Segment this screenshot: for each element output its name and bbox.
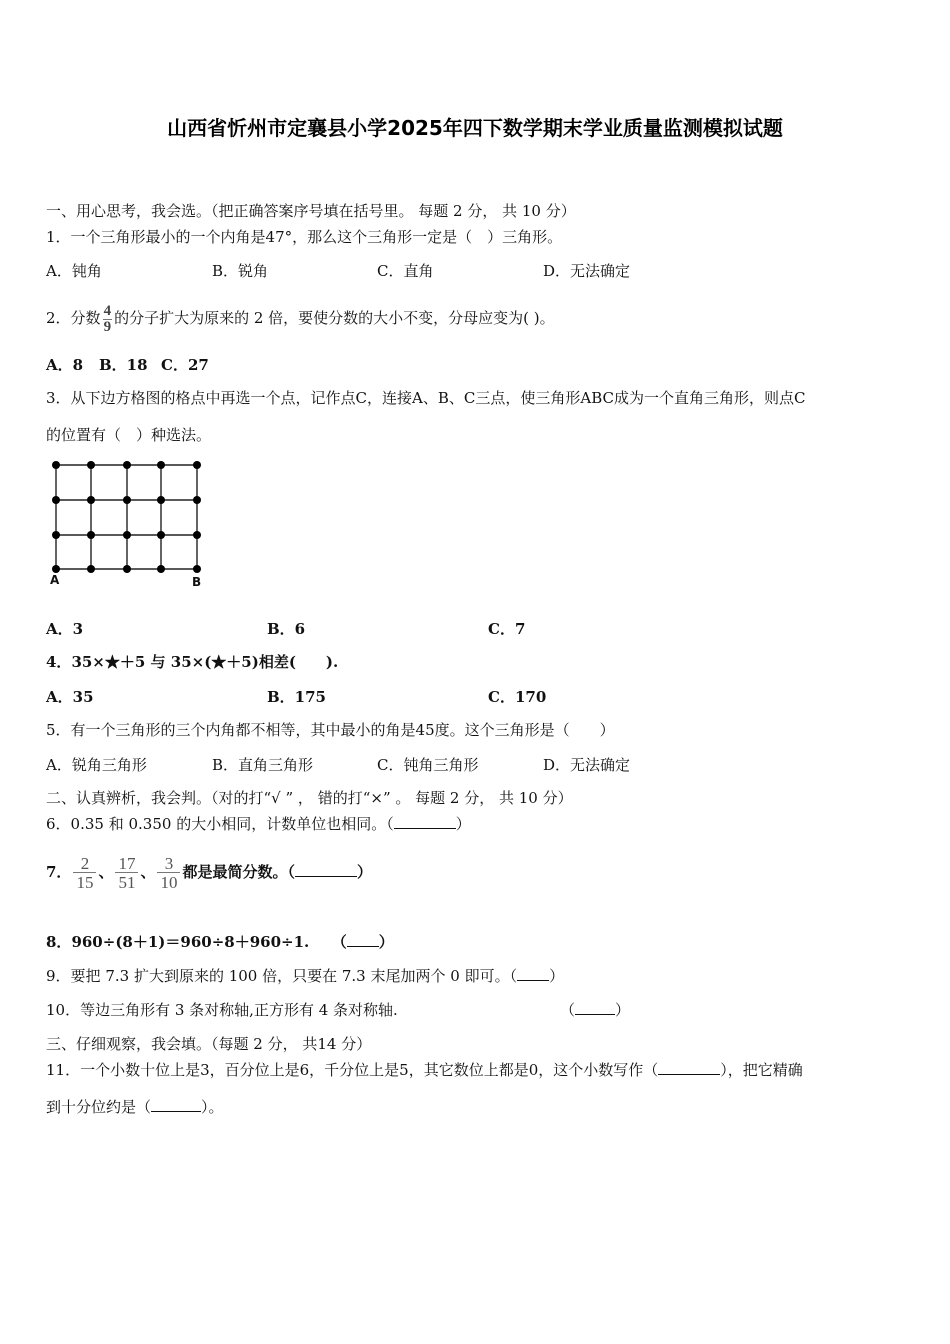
q3-option-a[interactable]: A．3 bbox=[46, 620, 84, 638]
question-2 bbox=[46, 300, 555, 336]
question-number: 4． bbox=[46, 653, 72, 671]
q1-option-d[interactable]: D．无法确定 bbox=[543, 262, 631, 280]
fraction-4-9 bbox=[103, 304, 113, 335]
page-title: 山西省忻州市定襄县小学2025年四下数学期末学业质量监测模拟试题 bbox=[167, 116, 783, 140]
question-text-after: 的分子扩大为原来的 2 倍，要使分数的大小不变，分母应变为( )。 bbox=[114, 309, 555, 327]
question-10-answer bbox=[560, 1000, 630, 1020]
denominator: 10 bbox=[157, 872, 180, 891]
question-text: 有一个三角形的三个内角都不相等，其中最小的角是45度。这个三角形是（ ） bbox=[70, 721, 615, 739]
question-7 bbox=[46, 848, 372, 896]
section-heading-3: 三、仔细观察，我会填。（每题 2 分， 共14 分） bbox=[46, 1035, 372, 1053]
fraction-3-10 bbox=[157, 855, 180, 891]
question-number: 9． bbox=[46, 967, 71, 985]
question-text: 960÷(8＋1)＝960÷8＋960÷1. （ bbox=[71, 933, 347, 951]
question-number: 10． bbox=[46, 1001, 81, 1019]
point-label-b: B bbox=[192, 575, 202, 589]
separator: 、 bbox=[140, 863, 156, 881]
dot-grid-figure bbox=[46, 455, 216, 595]
question-number: 11． bbox=[46, 1061, 81, 1079]
open-paren: （ bbox=[560, 1001, 576, 1019]
fraction-2-15 bbox=[73, 855, 96, 891]
question-5 bbox=[46, 720, 615, 740]
question-text: 都是最简分数。（ bbox=[182, 863, 295, 881]
question-number: 6． bbox=[46, 815, 71, 833]
denominator: 15 bbox=[73, 872, 96, 891]
numerator: 17 bbox=[118, 854, 136, 873]
question-number: 7． bbox=[46, 863, 72, 881]
q4-option-b[interactable]: B．175 bbox=[267, 688, 326, 706]
question-text: 到十分位约是（ bbox=[46, 1098, 152, 1116]
question-number: 3． bbox=[46, 389, 71, 407]
q1-option-c[interactable]: C．直角 bbox=[377, 262, 434, 280]
close-paren: ） bbox=[615, 1001, 631, 1019]
question-9 bbox=[46, 966, 564, 986]
question-3-line-1 bbox=[46, 388, 805, 408]
q5-option-b[interactable]: B．直角三角形 bbox=[212, 756, 314, 774]
section-heading-1: 一、用心思考，我会选。（把正确答案序号填在括号里。 每题 2 分， 共 10 分） bbox=[46, 202, 576, 220]
question-text-before: 分数 bbox=[70, 309, 101, 327]
question-number: 1． bbox=[46, 228, 71, 246]
q5-option-d[interactable]: D．无法确定 bbox=[543, 756, 631, 774]
q4-option-c[interactable]: C．170 bbox=[488, 688, 547, 706]
question-text: 从下边方格图的格点中再选一个点，记作点C，连接A、B、C三点，使三角形ABC成为一个直角三角形，则点C bbox=[70, 389, 806, 407]
q3-option-b[interactable]: B．6 bbox=[267, 620, 306, 638]
question-3-line-2: 的位置有（ ）种选法。 bbox=[46, 426, 212, 444]
question-8 bbox=[46, 932, 394, 952]
question-text: 0.35 和 0.350 的大小相同，计数单位也相同。（ bbox=[70, 815, 394, 833]
answer-blank[interactable] bbox=[517, 966, 549, 981]
question-text-cont: ），把它精确 bbox=[720, 1061, 803, 1079]
denominator: 51 bbox=[115, 872, 138, 891]
q2-option-b[interactable]: B．18 bbox=[99, 356, 148, 374]
fraction-17-51 bbox=[115, 855, 138, 891]
numerator: 4 bbox=[103, 302, 112, 319]
question-11-line-2 bbox=[46, 1097, 224, 1117]
answer-blank[interactable] bbox=[347, 932, 379, 947]
question-number: 2． bbox=[46, 309, 71, 327]
answer-blank[interactable] bbox=[575, 1000, 615, 1015]
question-text: 一个三角形最小的一个内角是47°，那么这个三角形一定是（ ）三角形。 bbox=[70, 228, 563, 246]
grid-figure-svg bbox=[46, 455, 216, 595]
q2-option-a[interactable]: A．8 bbox=[46, 356, 84, 374]
question-4 bbox=[46, 652, 338, 672]
close-paren: ） bbox=[356, 863, 372, 881]
question-text: 等边三角形有 3 条对称轴,正方形有 4 条对称轴. bbox=[80, 1001, 398, 1019]
answer-blank[interactable] bbox=[295, 862, 357, 877]
answer-blank[interactable] bbox=[394, 814, 456, 829]
question-number: 8． bbox=[46, 933, 72, 951]
point-label-a: A bbox=[50, 573, 60, 587]
close-paren: ） bbox=[549, 967, 565, 985]
question-text: 一个小数十位上是3，百分位上是6，千分位上是5，其它数位上都是0，这个小数写作（ bbox=[80, 1061, 659, 1079]
q1-option-a[interactable]: A．钝角 bbox=[46, 262, 102, 280]
numerator: 3 bbox=[164, 854, 174, 873]
q5-option-c[interactable]: C．钝角三角形 bbox=[377, 756, 479, 774]
denominator: 9 bbox=[103, 318, 112, 335]
question-number: 5． bbox=[46, 721, 71, 739]
numerator: 2 bbox=[80, 854, 90, 873]
close-paren: ） bbox=[455, 815, 471, 833]
separator: 、 bbox=[98, 863, 114, 881]
answer-blank-1[interactable] bbox=[658, 1060, 720, 1075]
question-text: 35×★＋5 与 35×(★＋5)相差( ). bbox=[71, 653, 339, 671]
close-paren: ） bbox=[378, 933, 394, 951]
question-10 bbox=[46, 1000, 398, 1020]
q2-option-c[interactable]: C．27 bbox=[161, 356, 209, 374]
q3-option-c[interactable]: C．7 bbox=[488, 620, 526, 638]
question-6 bbox=[46, 814, 471, 834]
q5-option-a[interactable]: A．锐角三角形 bbox=[46, 756, 147, 774]
question-text: 要把 7.3 扩大到原来的 100 倍，只要在 7.3 末尾加两个 0 即可。（ bbox=[70, 967, 518, 985]
q4-option-a[interactable]: A．35 bbox=[46, 688, 94, 706]
answer-blank-2[interactable] bbox=[151, 1097, 201, 1112]
q1-option-b[interactable]: B．锐角 bbox=[212, 262, 269, 280]
section-heading-2: 二、认真辨析，我会判。（对的打“√ ” ， 错的打“×” 。 每题 2 分， 共 10 分） bbox=[46, 789, 573, 807]
question-text-end: ）。 bbox=[201, 1098, 224, 1116]
question-11-line-1 bbox=[46, 1060, 803, 1080]
question-1 bbox=[46, 227, 562, 247]
